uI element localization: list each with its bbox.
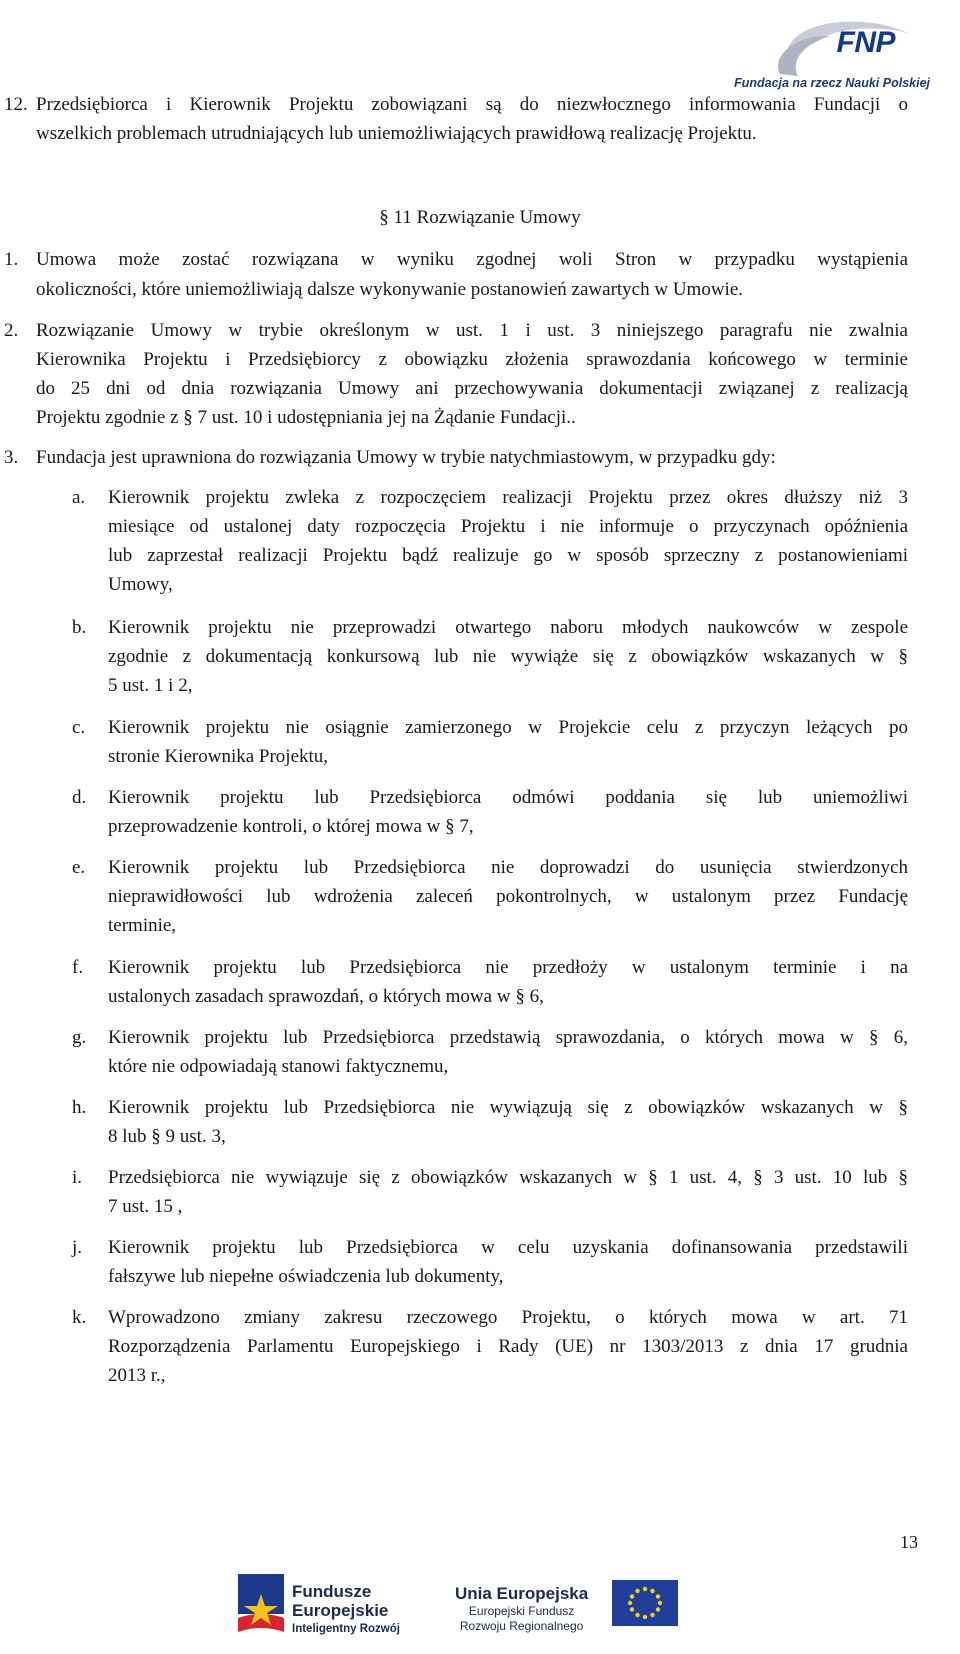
list-item-line: 7 ust. 15 , — [108, 1196, 183, 1217]
paragraph-number: 2. — [4, 320, 19, 341]
list-item-letter: e. — [72, 857, 86, 878]
list-item-line: Kierownik projektu nie osiągnie zamierzonego w Projekcie celu z przyczyn leżących po — [108, 717, 908, 738]
list-item-line: Kierownik projektu lub Przedsiębiorca odmówi poddania się lub uniemożliwi — [108, 787, 908, 808]
list-item-letter: j. — [72, 1237, 83, 1258]
section-heading: § 11 Rozwiązanie Umowy — [379, 207, 581, 228]
list-item-line: stronie Kierownika Projektu, — [108, 746, 329, 767]
list-item-line: Kierownik projektu zwleka z rozpoczęciem realizacji Projektu przez okres dłuższy niż 3 — [108, 487, 908, 508]
unia-europejska-logo: Unia Europejska Europejski Fundusz Rozwoju Regionalnego — [455, 1584, 589, 1633]
page-number: 13 — [900, 1532, 918, 1552]
paragraph-line: Rozwiązanie Umowy w trybie określonym w ust. 1 i ust. 3 niniejszego paragrafu nie zwalnia — [36, 320, 908, 341]
list-item-line: Kierownik projektu lub Przedsiębiorca w celu uzyskania dofinansowania przedstawili — [108, 1237, 908, 1258]
list-item-line: nieprawidłowości lub wdrożenia zaleceń pokontrolnych, w ustalonym przez Fundację — [108, 886, 908, 907]
list-item-line: 5 ust. 1 i 2, — [108, 675, 193, 696]
list-item-letter: a. — [72, 487, 86, 508]
list-item-line: przeprowadzenie kontroli, o której mowa w § 7, — [108, 816, 474, 837]
list-item-line: terminie, — [108, 915, 177, 936]
list-item-letter: d. — [72, 787, 87, 808]
list-item-line: Kierownik projektu lub Przedsiębiorca przedstawią sprawozdania, o których mowa w § 6, — [108, 1027, 908, 1048]
paragraph-line: Kierownika Projektu i Przedsiębiorcy z obowiązku złożenia sprawozdania końcowego w terminie — [36, 349, 908, 370]
list-item-line: które nie odpowiadają stanowi faktycznemu, — [108, 1056, 449, 1077]
eu-flag-icon — [612, 1580, 678, 1626]
paragraph-line: Przedsiębiorca i Kierownik Projektu zobowiązani są do niezwłocznego informowania Fundacji o — [36, 94, 908, 115]
list-item-letter: k. — [72, 1307, 87, 1328]
list-item-line: ustalonych zasadach sprawozdań, o których mowa w § 6, — [108, 986, 544, 1007]
list-item-letter: i. — [72, 1167, 83, 1188]
list-item-letter: h. — [72, 1097, 87, 1118]
fnp-logo-subtitle: Fundacja na rzecz Nauki Polskiej — [734, 76, 930, 90]
list-item-line: Kierownik projektu lub Przedsiębiorca nie wywiązują się z obowiązków wskazanych w § — [108, 1097, 908, 1118]
paragraph-number: 1. — [4, 249, 19, 270]
list-item-line: Wprowadzono zmiany zakresu rzeczowego Projektu, o których mowa w art. 71 — [108, 1307, 908, 1328]
footer-logos — [0, 1572, 960, 1654]
paragraph-line: do 25 dni od dnia rozwiązania Umowy ani przechowywania dokumentacji związanej z realizacją — [36, 378, 908, 399]
list-item-line: Kierownik projektu lub Przedsiębiorca nie przedłoży w ustalonym terminie i na — [108, 957, 908, 978]
list-item-letter: g. — [72, 1027, 87, 1048]
paragraph-line: Fundacja jest uprawniona do rozwiązania Umowy w trybie natychmiastowym, w przypadku gdy: — [36, 447, 776, 468]
fnp-logo-text: FNP — [836, 26, 895, 59]
list-item-line: fałszywe lub niepełne oświadczenia lub dokumenty, — [108, 1266, 504, 1287]
fundusze-europejskie-star-icon — [238, 1574, 284, 1648]
paragraph-line: wszelkich problemach utrudniających lub uniemożliwiających prawidłową realizację Projektu. — [36, 123, 757, 144]
list-item-letter: f. — [72, 957, 84, 978]
list-item-line: Umowy, — [108, 574, 173, 595]
list-item-letter: b. — [72, 617, 87, 638]
paragraph-line: Umowa może zostać rozwiązana w wyniku zgodnej woli Stron w przypadku wystąpienia — [36, 249, 908, 270]
paragraph-line: okoliczności, które uniemożliwiają dalsze wykonywanie postanowień zawartych w Umowie. — [36, 279, 744, 300]
paragraph-line: Projektu zgodnie z § 7 ust. 10 i udostępniania jej na Żądanie Fundacji.. — [36, 407, 576, 428]
paragraph-number: 3. — [4, 447, 19, 468]
list-item-line: lub zaprzestał realizacji Projektu bądź realizuje go w sposób sprzeczny z postanowieniami — [108, 545, 908, 566]
fundusze-europejskie-logo: Fundusze Europejskie Inteligentny Rozwój — [292, 1582, 400, 1635]
list-item-line: zgodnie z dokumentacją konkursową lub nie wywiąże się z obowiązków wskazanych w § — [108, 646, 908, 667]
list-item-line: Przedsiębiorca nie wywiązuje się z obowiązków wskazanych w § 1 ust. 4, § 3 ust. 10 lub § — [108, 1167, 908, 1188]
list-item-line: 8 lub § 9 ust. 3, — [108, 1126, 226, 1147]
list-item-letter: c. — [72, 717, 86, 738]
list-item-line: Kierownik projektu nie przeprowadzi otwartego naboru młodych naukowców w zespole — [108, 617, 908, 638]
list-item-line: Kierownik projektu lub Przedsiębiorca nie doprowadzi do usunięcia stwierdzonych — [108, 857, 908, 878]
paragraph-number: 12. — [4, 94, 28, 115]
list-item-line: Rozporządzenia Parlamentu Europejskiego i Rady (UE) nr 1303/2013 z dnia 17 grudnia — [108, 1336, 908, 1357]
list-item-line: 2013 r., — [108, 1365, 166, 1386]
list-item-line: miesiące od ustalonej daty rozpoczęcia Projektu i nie informuje o przyczynach opóźnienia — [108, 516, 908, 537]
